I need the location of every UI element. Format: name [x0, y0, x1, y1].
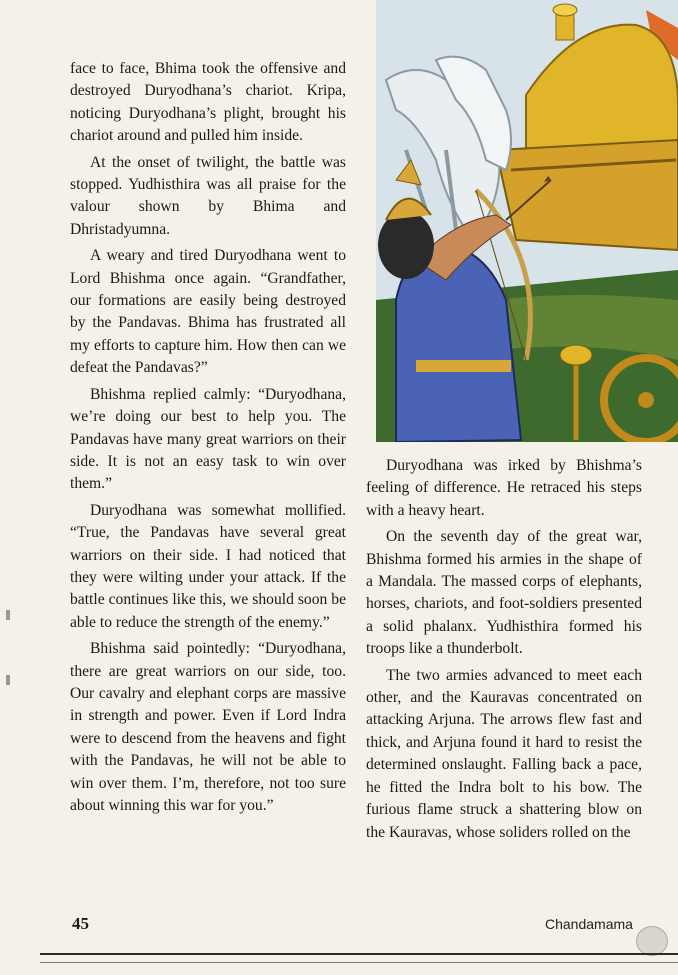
paragraph: At the onset of twilight, the battle was stopped. Yudhisthira was all praise for the valour shown by Bhima and Dhristadyumna.: [70, 153, 346, 238]
seal-icon: [636, 926, 668, 956]
magazine-name: Chandamama: [545, 916, 633, 932]
illustration-drawing: [376, 0, 678, 442]
paragraph: The two armies advanced to meet each other, and the Kauravas concentrated on attacking Arjuna. The arrows flew fast and thick, and Arjuna found it hard to resist the determined onslaught. Falling back a pace, he fitted the Indra bolt to his bow. The furious flame struck a shattering blow on the Kauravas, whose soliders rolled on the: [366, 666, 642, 841]
left-text-column: [70, 58, 346, 821]
right-text-column: [366, 455, 642, 848]
paragraph: Bhishma said pointedly: “Duryodhana, there are great warriors on our side, too. Our cavalry and elephant corps are massive in strength and power. Even if Lord Indra were to descend from the heavens and fight with the Pandavas, he will not be able to win over them. I’m, therefore, not too sure about winning this war for you.”: [70, 640, 346, 814]
story-illustration: [376, 0, 678, 442]
paragraph: A weary and tired Duryodhana went to Lord Bhishma once again. “Grandfather, our formations are easily being destroyed by the Pandavas. Bhima has frustrated all my efforts to capture him. How then can we defeat the Pandavas?”: [70, 247, 346, 377]
margin-mark: [6, 610, 10, 620]
paragraph: Bhishma replied calmly: “Duryodhana, we’re doing our best to help you. The Pandavas have many great warriors on their side. It is not an easy task to win over them.”: [70, 385, 346, 493]
divider: [40, 953, 678, 955]
page-number: 45: [72, 914, 89, 933]
paragraph: Duryodhana was irked by Bhishma’s feeling of difference. He retraced his steps with a heavy heart.: [366, 457, 642, 519]
divider: [40, 962, 678, 963]
paragraph: Duryodhana was somewhat mollified. “True, the Pandavas have several great warriors on their side. I had noticed that they were wilting under your attack. If the battle continues like this, we should soon be able to reduce the strength of the enemy.”: [70, 501, 346, 631]
paragraph: On the seventh day of the great war, Bhishma formed his armies in the shape of a Mandala. The massed corps of elephants, horses, chariots, and foot-soldiers presented a solid phalanx. Yudhisthira formed his troops like a thunderbolt.: [366, 528, 642, 658]
paragraph: face to face, Bhima took the offensive and destroyed Duryodhana’s chariot. Kripa, noticing Duryodhana’s plight, brought his chariot around and pulled him inside.: [70, 60, 346, 145]
margin-mark: [6, 675, 10, 685]
